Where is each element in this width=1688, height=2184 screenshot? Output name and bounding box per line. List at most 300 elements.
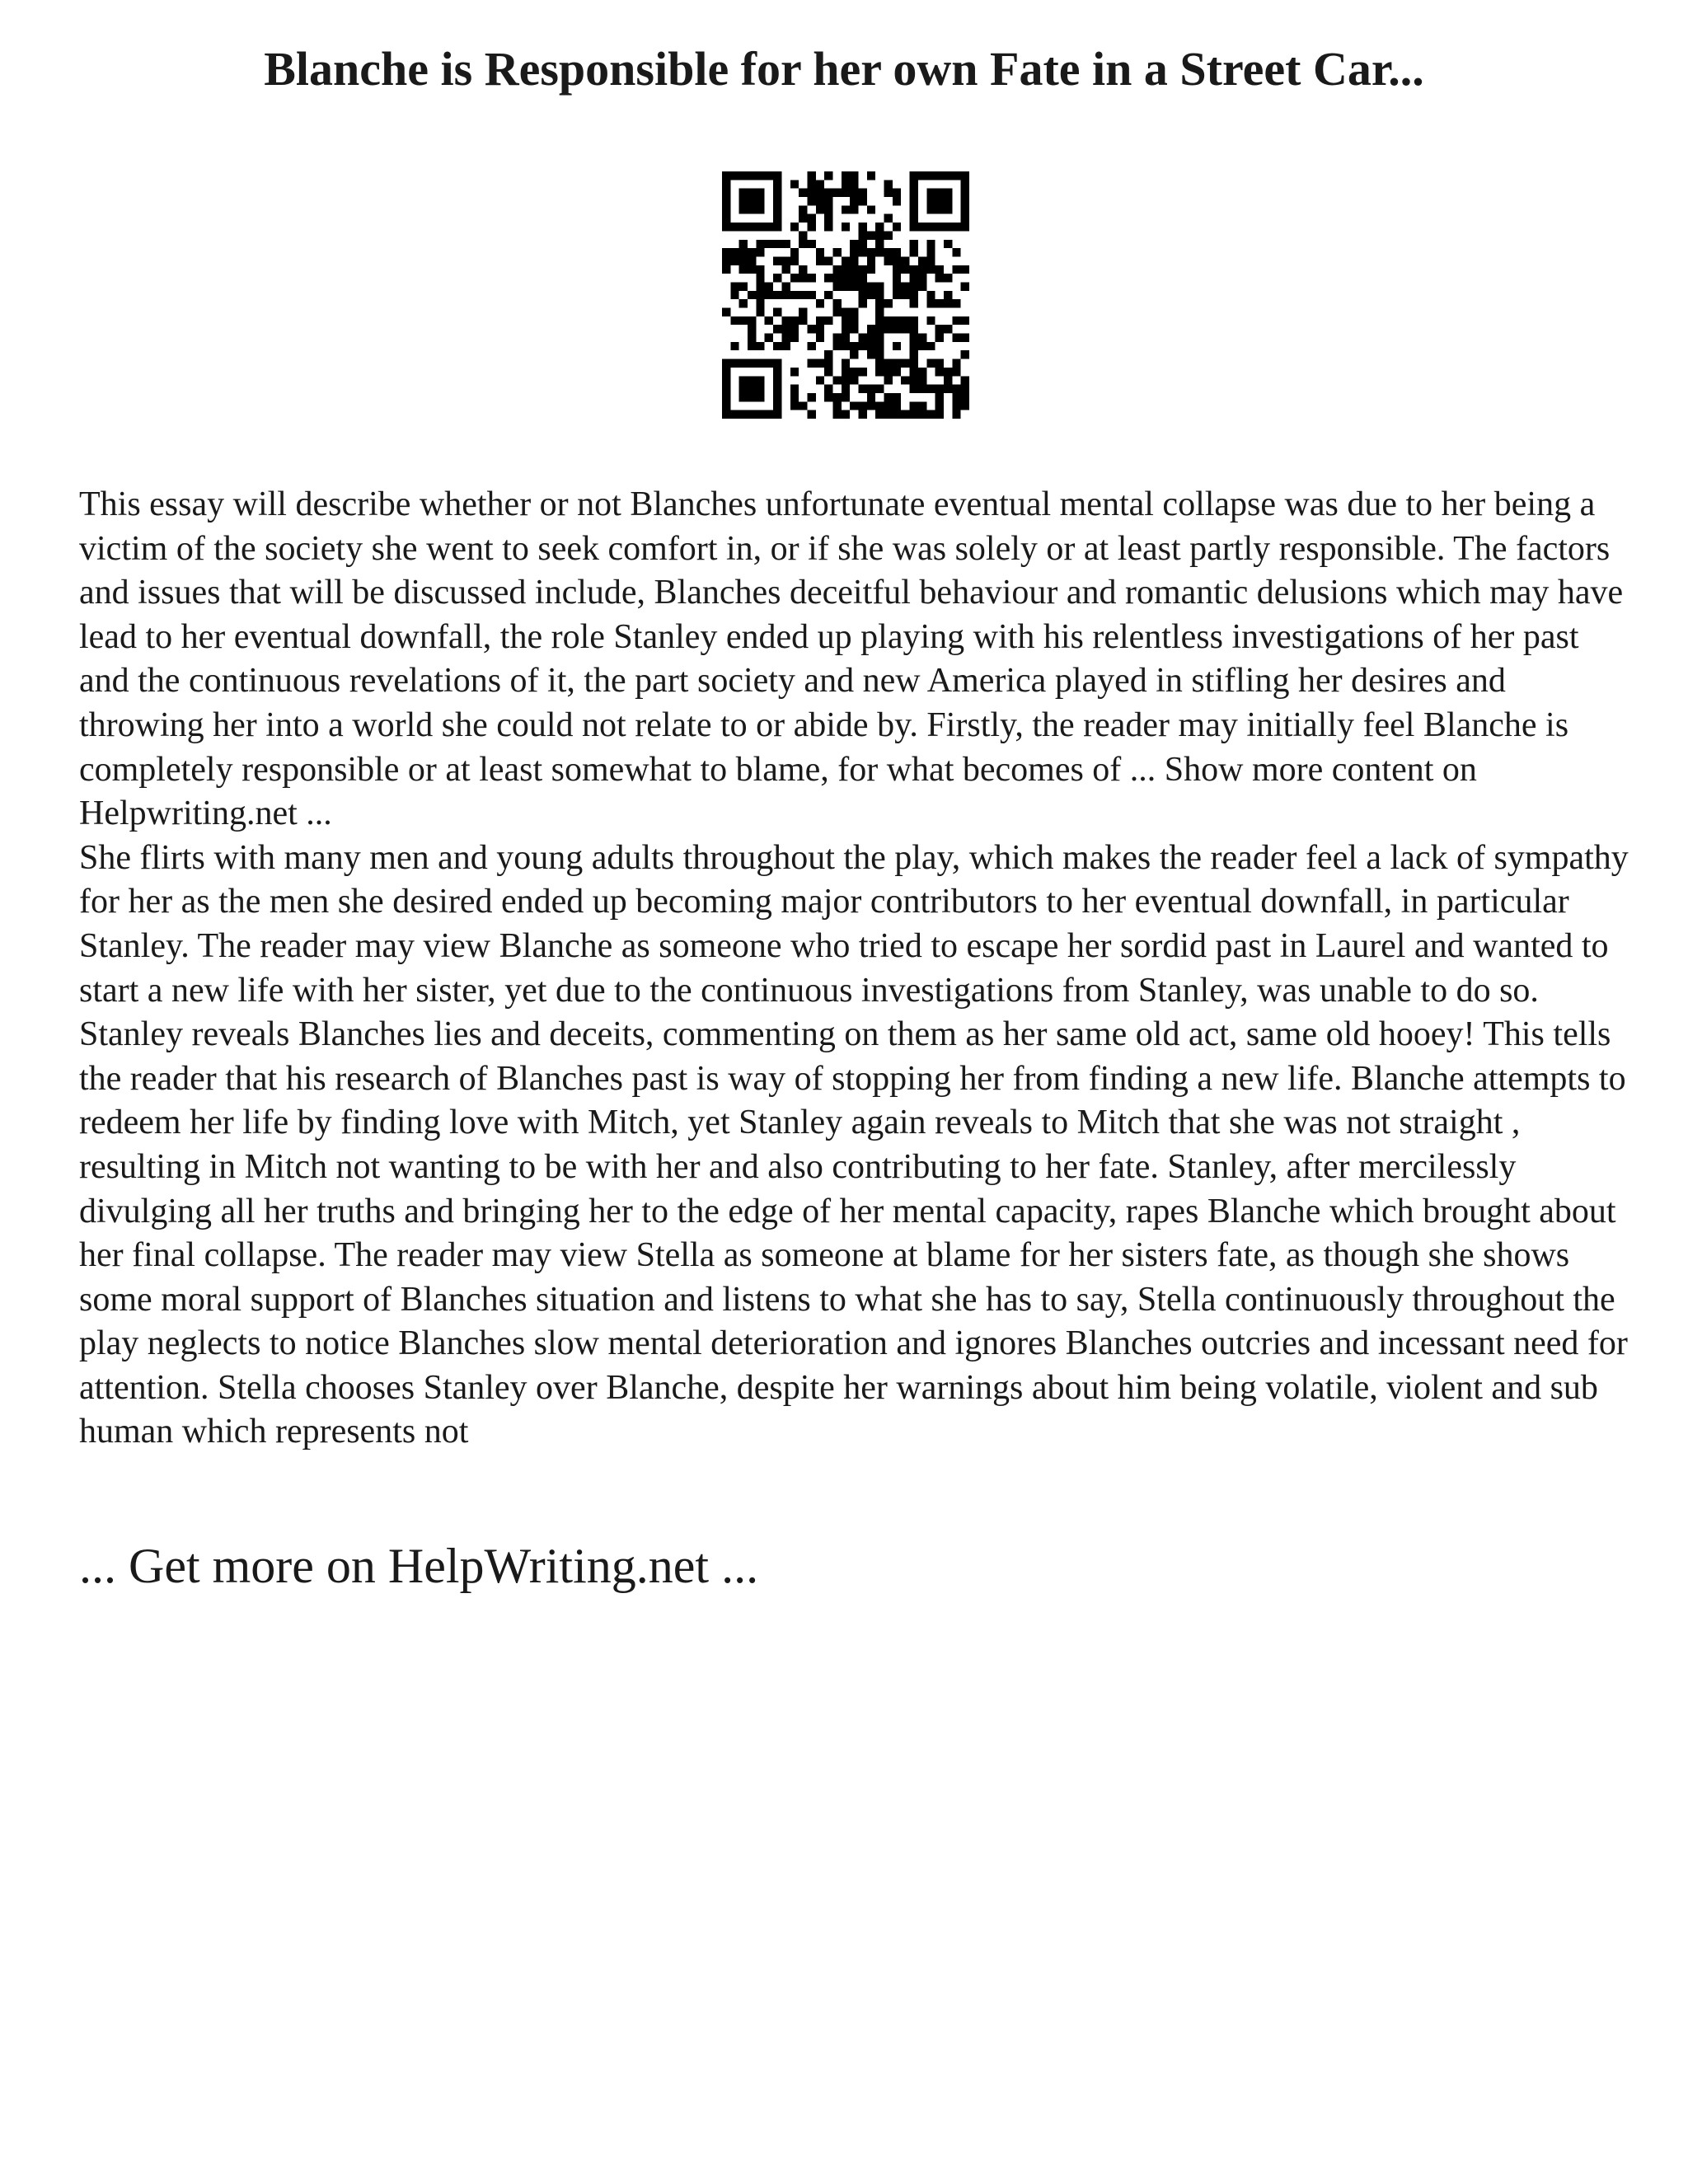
qr-module	[850, 171, 858, 180]
qr-module	[850, 342, 858, 350]
qr-module	[807, 342, 815, 350]
qr-module	[790, 368, 799, 376]
qr-module	[884, 248, 893, 256]
qr-module	[893, 291, 901, 299]
qr-module	[893, 368, 901, 376]
qr-module	[816, 299, 824, 307]
qr-module	[756, 308, 764, 316]
qr-module	[756, 282, 764, 290]
qr-module	[799, 231, 807, 239]
qr-module	[790, 316, 799, 325]
qr-module	[722, 308, 730, 316]
qr-module	[756, 240, 764, 248]
qr-module	[722, 376, 730, 384]
qr-module	[739, 265, 748, 274]
qr-module	[816, 180, 824, 188]
qr-module	[765, 291, 773, 299]
qr-module	[756, 248, 764, 256]
qr-module	[926, 248, 935, 256]
qr-module	[816, 248, 824, 256]
qr-code-graphic	[722, 171, 969, 419]
qr-module	[799, 308, 807, 316]
qr-module	[824, 274, 832, 282]
qr-module	[824, 393, 832, 401]
qr-module	[859, 265, 867, 274]
qr-module	[816, 359, 824, 368]
qr-module	[961, 334, 969, 342]
qr-module	[884, 299, 893, 307]
qr-module	[807, 393, 815, 401]
qr-module	[807, 171, 815, 180]
qr-module	[773, 256, 781, 265]
qr-module	[773, 240, 781, 248]
qr-module	[842, 316, 850, 325]
qr-module	[756, 359, 764, 368]
qr-module	[816, 334, 824, 342]
qr-module	[875, 316, 884, 325]
qr-module	[765, 240, 773, 248]
qr-module	[765, 334, 773, 342]
qr-module	[859, 410, 867, 419]
qr-module	[799, 291, 807, 299]
qr-module	[773, 214, 781, 223]
qr-module	[935, 197, 944, 205]
qr-module	[961, 171, 969, 180]
qr-module	[944, 299, 952, 307]
qr-module	[952, 368, 960, 376]
qr-module	[730, 171, 738, 180]
qr-module	[756, 205, 764, 213]
qr-module	[799, 189, 807, 197]
qr-module	[781, 342, 790, 350]
qr-module	[926, 316, 935, 325]
qr-module	[773, 385, 781, 393]
qr-module	[901, 359, 909, 368]
qr-module	[884, 189, 893, 197]
qr-module	[867, 334, 875, 342]
qr-module	[850, 401, 858, 410]
qr-module	[722, 393, 730, 401]
qr-module	[722, 223, 730, 231]
qr-module	[910, 359, 918, 368]
qr-module	[842, 334, 850, 342]
qr-module	[756, 189, 764, 197]
qr-module	[730, 256, 738, 265]
qr-module	[910, 334, 918, 342]
qr-module	[961, 180, 969, 188]
qr-module	[910, 197, 918, 205]
get-more-link[interactable]: ... Get more on HelpWriting.net ...	[79, 1539, 759, 1593]
qr-module	[935, 171, 944, 180]
qr-module	[859, 223, 867, 231]
qr-module	[722, 368, 730, 376]
qr-module	[842, 410, 850, 419]
qr-module	[893, 359, 901, 368]
qr-module	[850, 197, 858, 205]
qr-module	[910, 401, 918, 410]
qr-module	[952, 410, 960, 419]
qr-module	[867, 393, 875, 401]
qr-module	[730, 282, 738, 290]
qr-module	[850, 274, 858, 282]
qr-module	[790, 393, 799, 401]
qr-module	[807, 410, 815, 419]
qr-module	[773, 401, 781, 410]
qr-module	[935, 274, 944, 282]
qr-module	[918, 376, 926, 384]
qr-module	[859, 299, 867, 307]
qr-module	[816, 316, 824, 325]
qr-module	[850, 316, 858, 325]
qr-module	[832, 410, 841, 419]
qr-module	[867, 291, 875, 299]
qr-module	[893, 256, 901, 265]
qr-module	[893, 265, 901, 274]
qr-module	[884, 256, 893, 265]
qr-module	[875, 334, 884, 342]
qr-module	[884, 401, 893, 410]
qr-module	[875, 325, 884, 333]
qr-module	[918, 342, 926, 350]
qr-module	[842, 308, 850, 316]
qr-module	[832, 265, 841, 274]
qr-module	[790, 325, 799, 333]
qr-module	[850, 368, 858, 376]
qr-module	[739, 240, 748, 248]
qr-module	[739, 205, 748, 213]
qr-module	[824, 171, 832, 180]
qr-module	[918, 256, 926, 265]
qr-module	[773, 342, 781, 350]
qr-module	[918, 265, 926, 274]
qr-module	[824, 385, 832, 393]
qr-module	[832, 299, 841, 307]
qr-module	[748, 410, 756, 419]
qr-module	[859, 240, 867, 248]
qr-module	[910, 350, 918, 359]
qr-module	[926, 385, 935, 393]
qr-module	[867, 248, 875, 256]
qr-module	[926, 223, 935, 231]
qr-module	[859, 368, 867, 376]
qr-module	[773, 359, 781, 368]
qr-module	[781, 316, 790, 325]
qr-module	[952, 223, 960, 231]
qr-module	[756, 223, 764, 231]
qr-module	[935, 368, 944, 376]
qr-module	[935, 385, 944, 393]
qr-module	[722, 171, 730, 180]
qr-module	[781, 265, 790, 274]
qr-module	[875, 308, 884, 316]
qr-module	[850, 240, 858, 248]
qr-module	[952, 334, 960, 342]
qr-module	[926, 240, 935, 248]
qr-module	[944, 291, 952, 299]
qr-module	[773, 393, 781, 401]
qr-module	[910, 291, 918, 299]
qr-module	[730, 342, 738, 350]
qr-module	[901, 291, 909, 299]
qr-module	[893, 282, 901, 290]
qr-module	[842, 393, 850, 401]
qr-module	[961, 401, 969, 410]
qr-module	[765, 410, 773, 419]
qr-module	[893, 197, 901, 205]
qr-module	[910, 342, 918, 350]
qr-module	[781, 325, 790, 333]
qr-module	[910, 376, 918, 384]
qr-module	[910, 316, 918, 325]
qr-module	[790, 180, 799, 188]
qr-module	[739, 393, 748, 401]
qr-module	[935, 393, 944, 401]
qr-module	[910, 180, 918, 188]
qr-module	[807, 197, 815, 205]
qr-module	[926, 256, 935, 265]
qr-module	[842, 368, 850, 376]
qr-module	[926, 171, 935, 180]
essay-body	[79, 483, 1629, 1455]
qr-module	[765, 316, 773, 325]
qr-module	[816, 189, 824, 197]
qr-module	[756, 265, 764, 274]
qr-module	[867, 256, 875, 265]
qr-module	[832, 248, 841, 256]
qr-module	[961, 316, 969, 325]
qr-module	[748, 385, 756, 393]
qr-module	[926, 342, 935, 350]
qr-module	[773, 274, 781, 282]
qr-module	[926, 291, 935, 299]
qr-module	[748, 316, 756, 325]
qr-module	[910, 274, 918, 282]
qr-module	[926, 410, 935, 419]
qr-module	[867, 171, 875, 180]
qr-module	[867, 350, 875, 359]
qr-module	[773, 410, 781, 419]
qr-module	[722, 189, 730, 197]
qr-module	[722, 359, 730, 368]
paragraph: She flirts with many men and young adults throughout the play, which makes the reader feel a lack of sympathy for her as the men she desired ended up becoming major contributors to her eventual downfall, in particular Stanley. The reader may view Blanche as someone who tried to escape her sordid past in Laurel and wanted to start a new life with her sister, yet due to the continuous investigations from Stanley, was unable to do so. Stanley reveals Blanches lies and deceits, commenting on them as her same old act, same old hooey! This tells the reader that his research of Blanches past is way of stopping her from finding a new life. Blanche attempts to redeem her life by finding love with Mitch, yet Stanley again reveals to Mitch that she was not straight , resulting in Mitch not wanting to be with her and also contributing to her fate. Stanley, after mercilessly divulging all her truths and bringing her to the edge of her mental capacity, rapes Blanche which brought about her final collapse. The reader may view Stella as someone at blame for her sisters fate, as though she shows some moral support of Blanches situation and listens to what she has to say, Stella continuously throughout the play neglects to notice Blanches slow mental deterioration and ignores Blanches outcries and incessant need for attention. Stella chooses Stanley over Blanche, despite her warnings about him being volatile, violent and sub human which represents not	[79, 838, 1629, 1451]
qr-module	[790, 274, 799, 282]
qr-module	[842, 342, 850, 350]
qr-module	[850, 265, 858, 274]
qr-module	[765, 282, 773, 290]
qr-module	[832, 342, 841, 350]
qr-module	[893, 410, 901, 419]
qr-module	[739, 197, 748, 205]
qr-module	[773, 205, 781, 213]
qr-module	[799, 240, 807, 248]
qr-module	[918, 385, 926, 393]
qr-module	[859, 401, 867, 410]
qr-module	[875, 282, 884, 290]
qr-module	[935, 189, 944, 197]
qr-module	[867, 282, 875, 290]
qr-module	[875, 410, 884, 419]
qr-module	[850, 189, 858, 197]
qr-module	[765, 171, 773, 180]
qr-module	[926, 205, 935, 213]
qr-module	[884, 359, 893, 368]
qr-module	[739, 299, 748, 307]
qr-module	[961, 393, 969, 401]
qr-module	[952, 359, 960, 368]
qr-module	[765, 359, 773, 368]
qr-module	[739, 282, 748, 290]
qr-module	[730, 410, 738, 419]
qr-module	[850, 180, 858, 188]
qr-module	[773, 325, 781, 333]
qr-module	[790, 334, 799, 342]
qr-module	[935, 359, 944, 368]
qr-module	[824, 205, 832, 213]
qr-module	[918, 223, 926, 231]
qr-module	[935, 401, 944, 410]
qr-module	[832, 376, 841, 384]
qr-module	[790, 401, 799, 410]
qr-module	[824, 350, 832, 359]
qr-module	[781, 334, 790, 342]
qr-module	[816, 256, 824, 265]
qr-module	[867, 231, 875, 239]
qr-module	[952, 393, 960, 401]
qr-module	[952, 248, 960, 256]
qr-module	[748, 325, 756, 333]
qr-module	[730, 248, 738, 256]
qr-module	[961, 214, 969, 223]
qr-module	[952, 299, 960, 307]
qr-module	[926, 265, 935, 274]
qr-module	[842, 205, 850, 213]
qr-module	[748, 291, 756, 299]
qr-module	[816, 376, 824, 384]
qr-module	[807, 180, 815, 188]
qr-module	[739, 359, 748, 368]
qr-module	[910, 410, 918, 419]
qr-module	[944, 274, 952, 282]
qr-module	[756, 171, 764, 180]
qr-module	[807, 189, 815, 197]
qr-module	[875, 359, 884, 368]
qr-module	[722, 205, 730, 213]
qr-module	[748, 359, 756, 368]
qr-module	[875, 350, 884, 359]
paragraph: This essay will describe whether or not Blanches unfortunate eventual mental collapse was due to her being a victim of the society she went to seek comfort in, or if she was solely or at least partly responsible. The factors and issues that will be discussed include, Blanches deceitful behaviour and romantic delusions which may have lead to her eventual downfall, the role Stanley ended up playing with his relentless investigations of her past and the continuous revelations of it, the part society and new America played in stifling her desires and throwing her into a world she could not relate to or abide by. Firstly, the reader may initially feel Blanche is completely responsible or at least somewhat to blame, for what becomes of ... Show more content on Helpwriting.net ...	[79, 485, 1624, 833]
qr-module	[824, 189, 832, 197]
qr-module	[850, 325, 858, 333]
qr-module	[832, 308, 841, 316]
qr-module	[926, 197, 935, 205]
qr-module	[859, 197, 867, 205]
qr-module	[799, 265, 807, 274]
qr-module	[910, 223, 918, 231]
qr-module	[875, 385, 884, 393]
qr-module	[748, 171, 756, 180]
qr-module	[910, 240, 918, 248]
qr-module	[722, 256, 730, 265]
qr-module	[799, 316, 807, 325]
qr-module	[867, 401, 875, 410]
qr-module	[773, 171, 781, 180]
qr-module	[842, 256, 850, 265]
qr-module	[748, 248, 756, 256]
qr-module	[739, 248, 748, 256]
qr-module	[756, 291, 764, 299]
qr-module	[842, 376, 850, 384]
qr-module	[799, 401, 807, 410]
qr-module	[875, 368, 884, 376]
qr-module	[859, 189, 867, 197]
qr-module	[756, 197, 764, 205]
qr-module	[739, 385, 748, 393]
qr-module	[807, 223, 815, 231]
qr-module	[884, 231, 893, 239]
qr-module	[918, 282, 926, 290]
qr-module	[875, 291, 884, 299]
qr-module	[748, 197, 756, 205]
qr-module	[756, 274, 764, 282]
qr-module	[756, 385, 764, 393]
qr-module	[781, 291, 790, 299]
qr-module	[842, 385, 850, 393]
qr-module	[816, 325, 824, 333]
qr-module	[893, 274, 901, 282]
qr-module	[901, 256, 909, 265]
qr-module	[944, 240, 952, 248]
qr-module	[935, 223, 944, 231]
qr-module	[765, 223, 773, 231]
qr-module	[910, 248, 918, 256]
qr-module	[944, 197, 952, 205]
qr-module	[799, 205, 807, 213]
qr-module	[850, 376, 858, 384]
qr-module	[935, 325, 944, 333]
qr-module	[842, 223, 850, 231]
qr-module	[859, 282, 867, 290]
qr-module	[875, 342, 884, 350]
qr-module	[756, 342, 764, 350]
qr-module	[944, 376, 952, 384]
qr-module	[893, 223, 901, 231]
qr-module	[859, 342, 867, 350]
qr-module	[867, 385, 875, 393]
qr-module	[952, 385, 960, 393]
qr-module	[756, 393, 764, 401]
qr-module	[952, 316, 960, 325]
qr-module	[748, 256, 756, 265]
qr-module	[773, 376, 781, 384]
qr-module	[867, 265, 875, 274]
qr-module	[926, 359, 935, 368]
qr-module	[790, 223, 799, 231]
qr-module	[850, 248, 858, 256]
qr-module	[748, 189, 756, 197]
qr-module	[824, 359, 832, 368]
qr-module	[842, 180, 850, 188]
qr-module	[944, 171, 952, 180]
qr-module	[952, 265, 960, 274]
qr-module	[832, 282, 841, 290]
qr-module	[961, 223, 969, 231]
qr-module	[850, 205, 858, 213]
qr-code-icon	[722, 171, 969, 419]
qr-module	[748, 334, 756, 342]
qr-module	[799, 214, 807, 223]
qr-module	[901, 282, 909, 290]
qr-module	[935, 334, 944, 342]
